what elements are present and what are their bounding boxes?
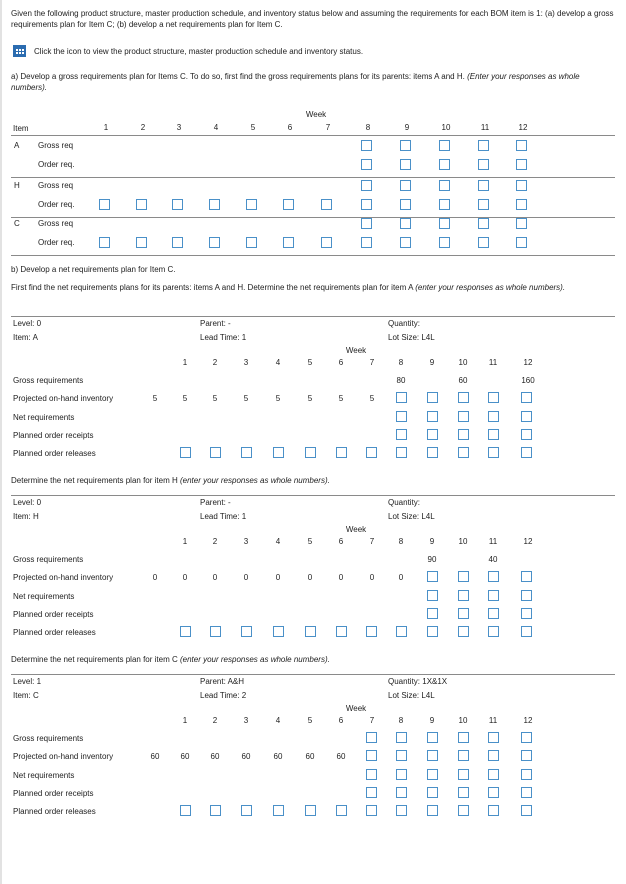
input-box[interactable] [516,199,527,210]
input-box[interactable] [478,140,489,151]
input-box[interactable] [241,626,252,637]
input-box[interactable] [488,805,499,816]
input-box[interactable] [478,199,489,210]
input-box[interactable] [478,159,489,170]
input-box[interactable] [400,218,411,229]
week-number: 10 [458,537,468,546]
input-box[interactable] [478,237,489,248]
input-box[interactable] [273,626,284,637]
input-box[interactable] [396,805,407,816]
parent-label: Parent: - [200,498,231,507]
input-box[interactable] [427,626,438,637]
input-box[interactable] [283,199,294,210]
item-c-instruction [11,655,330,664]
input-box[interactable] [210,447,221,458]
input-box[interactable] [427,787,438,798]
row-label: Projected on-hand inventory [13,752,114,761]
input-box[interactable] [396,447,407,458]
input-box[interactable] [180,626,191,637]
quantity-label: Quantity: [388,319,421,328]
input-box[interactable] [305,447,316,458]
week-number: 8 [398,537,404,546]
row-label: Projected on-hand inventory [13,573,114,582]
input-box[interactable] [521,447,532,458]
item-label: Item: C [13,691,39,700]
week-number: 11 [480,123,490,132]
week-number: 9 [429,358,435,367]
input-box[interactable] [427,750,438,761]
week-number: 4 [275,716,281,725]
input-box[interactable] [366,787,377,798]
on-hand-value: 60 [210,752,220,761]
input-box[interactable] [439,218,450,229]
input-box[interactable] [366,447,377,458]
input-box[interactable] [439,140,450,151]
input-box[interactable] [396,750,407,761]
input-box[interactable] [209,199,220,210]
lead-time-label: Lead Time: 1 [200,333,247,342]
week-number: 7 [325,123,331,132]
input-box[interactable] [427,732,438,743]
input-box[interactable] [396,732,407,743]
input-box[interactable] [458,769,469,780]
input-box[interactable] [521,750,532,761]
on-hand-initial: 0 [152,573,158,582]
gross-value: 40 [488,555,498,564]
input-box[interactable] [521,732,532,743]
input-box[interactable] [458,411,469,422]
input-box[interactable] [396,392,407,403]
level-label: Level: 0 [13,498,42,507]
lot-size-label: Lot Size: L4L [388,333,435,342]
on-hand-value: 5 [275,394,281,403]
week-number: 3 [243,716,249,725]
week-number: 4 [275,537,281,546]
row-label: Net requirements [13,771,75,780]
input-box[interactable] [246,237,257,248]
input-box[interactable] [180,805,191,816]
quantity-label: Quantity: 1X&1X [388,677,448,686]
input-box[interactable] [521,805,532,816]
input-box[interactable] [488,626,499,637]
week-number: 2 [212,537,218,546]
input-box[interactable] [427,571,438,582]
input-box[interactable] [210,805,221,816]
input-box[interactable] [321,237,332,248]
input-box[interactable] [458,608,469,619]
input-box[interactable] [99,237,110,248]
week-number: 6 [287,123,293,132]
input-box[interactable] [396,429,407,440]
on-hand-value: 0 [398,573,404,582]
input-box[interactable] [427,411,438,422]
input-box[interactable] [521,590,532,601]
input-box[interactable] [427,429,438,440]
on-hand-value: 0 [307,573,313,582]
week-number: 2 [212,358,218,367]
input-box[interactable] [172,237,183,248]
input-box[interactable] [366,805,377,816]
input-box[interactable] [427,447,438,458]
input-box[interactable] [136,237,147,248]
input-box[interactable] [439,237,450,248]
lot-size-label: Lot Size: L4L [388,691,435,700]
input-box[interactable] [99,199,110,210]
item-name-c: C [14,219,20,228]
row-label: Net requirements [13,592,75,601]
part-b-heading: b) Develop a net requirements plan for Item C. [11,265,176,274]
input-box[interactable] [458,732,469,743]
week-number: 12 [518,123,528,132]
input-box[interactable] [458,571,469,582]
input-box[interactable] [321,199,332,210]
input-box[interactable] [488,571,499,582]
on-hand-initial: 60 [150,752,160,761]
input-box[interactable] [361,218,372,229]
input-box[interactable] [521,608,532,619]
week-number: 11 [488,716,498,725]
divider [11,495,615,496]
input-box[interactable] [427,805,438,816]
input-box[interactable] [488,608,499,619]
on-hand-value: 60 [336,752,346,761]
input-box[interactable] [516,159,527,170]
on-hand-value: 0 [275,573,281,582]
week-number: 6 [338,537,344,546]
on-hand-value: 0 [182,573,188,582]
input-box[interactable] [478,180,489,191]
on-hand-value: 5 [338,394,344,403]
item-name-a: A [14,141,20,150]
week-number: 6 [338,716,344,725]
part-a-text: a) Develop a gross requirements plan for Items C. To do so, first find the gross requirements plans for its parents: items A and H. [11,72,465,81]
input-box[interactable] [458,787,469,798]
level-label: Level: 0 [13,319,42,328]
week-number: 8 [365,123,371,132]
week-number: 8 [398,358,404,367]
row-label: Planned order receipts [13,431,94,440]
input-box[interactable] [458,750,469,761]
week-number: 1 [182,358,188,367]
week-number: 7 [369,358,375,367]
week-number: 2 [212,716,218,725]
on-hand-value: 60 [180,752,190,761]
input-box[interactable] [246,199,257,210]
input-box[interactable] [427,769,438,780]
input-box[interactable] [361,180,372,191]
parent-label: Parent: - [200,319,231,328]
week-number: 1 [103,123,109,132]
week-number: 1 [182,537,188,546]
input-box[interactable] [396,411,407,422]
input-box[interactable] [488,429,499,440]
input-box[interactable] [427,392,438,403]
input-box[interactable] [172,199,183,210]
input-box[interactable] [427,608,438,619]
lot-size-label: Lot Size: L4L [388,512,435,521]
input-box[interactable] [488,590,499,601]
on-hand-value: 60 [241,752,251,761]
input-box[interactable] [521,411,532,422]
input-box[interactable] [521,429,532,440]
gross-value: 160 [521,376,535,385]
week-number: 3 [243,358,249,367]
input-box[interactable] [283,237,294,248]
input-box[interactable] [400,180,411,191]
input-box[interactable] [516,180,527,191]
on-hand-initial: 5 [152,394,158,403]
gross-value: 90 [427,555,437,564]
input-box[interactable] [273,805,284,816]
input-box[interactable] [400,199,411,210]
gross-value: 60 [458,376,468,385]
row-label: Gross requirements [13,376,84,385]
item-label: Item: H [13,512,39,521]
row-label: Gross req [38,181,74,190]
input-box[interactable] [478,218,489,229]
data-table-icon[interactable] [13,45,26,57]
input-box[interactable] [366,732,377,743]
week-number: 10 [441,123,451,132]
input-box[interactable] [361,159,372,170]
input-box[interactable] [488,750,499,761]
week-header: Week [305,110,327,119]
divider [11,316,615,317]
input-box[interactable] [516,237,527,248]
input-box[interactable] [366,626,377,637]
input-box[interactable] [400,159,411,170]
week-number: 12 [523,716,533,725]
input-box[interactable] [209,237,220,248]
item-label: Item: A [13,333,38,342]
input-box[interactable] [273,447,284,458]
item-name-h: H [14,181,20,190]
on-hand-value: 0 [369,573,375,582]
part-b-intro-hint: (enter your responses as whole numbers). [415,283,566,292]
input-box[interactable] [458,447,469,458]
on-hand-value: 5 [182,394,188,403]
input-box[interactable] [516,140,527,151]
lead-time-label: Lead Time: 1 [200,512,247,521]
input-box[interactable] [336,805,347,816]
on-hand-value: 5 [307,394,313,403]
divider [11,255,615,256]
on-hand-value: 0 [338,573,344,582]
week-header: Week [345,704,367,713]
lead-time-label: Lead Time: 2 [200,691,247,700]
input-box[interactable] [458,590,469,601]
on-hand-value: 60 [273,752,283,761]
item-c-instruction-text: Determine the net requirements plan for item C [11,655,178,664]
input-box[interactable] [366,769,377,780]
row-label: Gross requirements [13,734,84,743]
part-a-instruction [11,72,615,94]
week-number: 6 [338,358,344,367]
input-box[interactable] [241,805,252,816]
week-number: 11 [488,358,498,367]
week-header: Week [345,346,367,355]
input-box[interactable] [396,787,407,798]
row-label: Planned order releases [13,628,96,637]
input-box[interactable] [488,732,499,743]
week-number: 12 [523,537,533,546]
input-box[interactable] [458,429,469,440]
week-number: 12 [523,358,533,367]
input-box[interactable] [488,411,499,422]
row-label: Gross requirements [13,555,84,564]
input-box[interactable] [521,769,532,780]
row-label: Net requirements [13,413,75,422]
week-number: 5 [307,716,313,725]
level-label: Level: 1 [13,677,42,686]
left-border [0,0,2,884]
week-number: 8 [398,716,404,725]
part-a-hint: (Enter your responses as whole numbers). [11,72,580,92]
on-hand-value: 60 [305,752,315,761]
input-box[interactable] [336,447,347,458]
parent-label: Parent: A&H [200,677,245,686]
input-box[interactable] [136,199,147,210]
row-label: Order req. [38,160,75,169]
on-hand-value: 5 [243,394,249,403]
input-box[interactable] [439,199,450,210]
week-number: 7 [369,537,375,546]
input-box[interactable] [521,392,532,403]
input-box[interactable] [305,626,316,637]
input-box[interactable] [336,626,347,637]
gross-value: 80 [396,376,406,385]
week-number: 9 [404,123,410,132]
input-box[interactable] [366,750,377,761]
row-label: Planned order releases [13,449,96,458]
on-hand-value: 5 [212,394,218,403]
input-box[interactable] [488,769,499,780]
week-number: 7 [369,716,375,725]
input-box[interactable] [488,392,499,403]
week-number: 10 [458,716,468,725]
icon-instruction: Click the icon to view the product structure, master production schedule and inventory status. [34,47,364,56]
input-box[interactable] [400,140,411,151]
week-number: 3 [176,123,182,132]
week-number: 4 [213,123,219,132]
input-box[interactable] [521,787,532,798]
quantity-label: Quantity: [388,498,421,507]
on-hand-value: 5 [369,394,375,403]
week-number: 5 [307,537,313,546]
input-box[interactable] [427,590,438,601]
item-c-instruction-hint: (enter your responses as whole numbers). [179,655,330,664]
part-b-intro [11,283,615,294]
input-box[interactable] [361,140,372,151]
input-box[interactable] [396,769,407,780]
week-number: 3 [243,537,249,546]
week-number: 2 [140,123,146,132]
input-box[interactable] [458,805,469,816]
input-box[interactable] [400,237,411,248]
week-number: 5 [250,123,256,132]
input-box[interactable] [488,447,499,458]
input-box[interactable] [305,805,316,816]
input-box[interactable] [488,787,499,798]
input-box[interactable] [210,626,221,637]
week-number: 5 [307,358,313,367]
item-h-instruction-text: Determine the net requirements plan for item H [11,476,178,485]
week-number: 10 [458,358,468,367]
item-h-instruction-hint: (enter your responses as whole numbers). [179,476,330,485]
week-number: 11 [488,537,498,546]
row-label: Order req. [38,238,75,247]
input-box[interactable] [241,447,252,458]
row-label: Planned order releases [13,807,96,816]
item-column-header: Item [13,124,29,133]
input-box[interactable] [439,180,450,191]
input-box[interactable] [361,199,372,210]
row-label: Projected on-hand inventory [13,394,114,403]
on-hand-value: 0 [212,573,218,582]
part-b-intro-text: First find the net requirements plans for its parents: items A and H. Determine the net requirements plan for item A [11,283,413,292]
week-number: 9 [429,716,435,725]
item-h-instruction [11,476,330,485]
input-box[interactable] [180,447,191,458]
divider [11,177,615,178]
input-box[interactable] [361,237,372,248]
row-label: Gross req [38,219,74,228]
row-label: Order req. [38,200,75,209]
week-number: 1 [182,716,188,725]
week-header: Week [345,525,367,534]
on-hand-value: 0 [243,573,249,582]
week-number: 9 [429,537,435,546]
row-label: Gross req [38,141,74,150]
input-box[interactable] [458,626,469,637]
input-box[interactable] [439,159,450,170]
problem-statement: Given the following product structure, master production schedule, and inventory status below and assuming the requirements for each BOM item is 1: (a) develop a gross requirements plan for Item C; (b) develop a net requirements plan for Item C. [11,9,614,29]
input-box[interactable] [521,571,532,582]
input-box[interactable] [521,626,532,637]
row-label: Planned order receipts [13,789,94,798]
input-box[interactable] [458,392,469,403]
row-label: Planned order receipts [13,610,94,619]
input-box[interactable] [396,626,407,637]
divider [11,674,615,675]
divider [11,135,615,136]
week-number: 4 [275,358,281,367]
input-box[interactable] [516,218,527,229]
